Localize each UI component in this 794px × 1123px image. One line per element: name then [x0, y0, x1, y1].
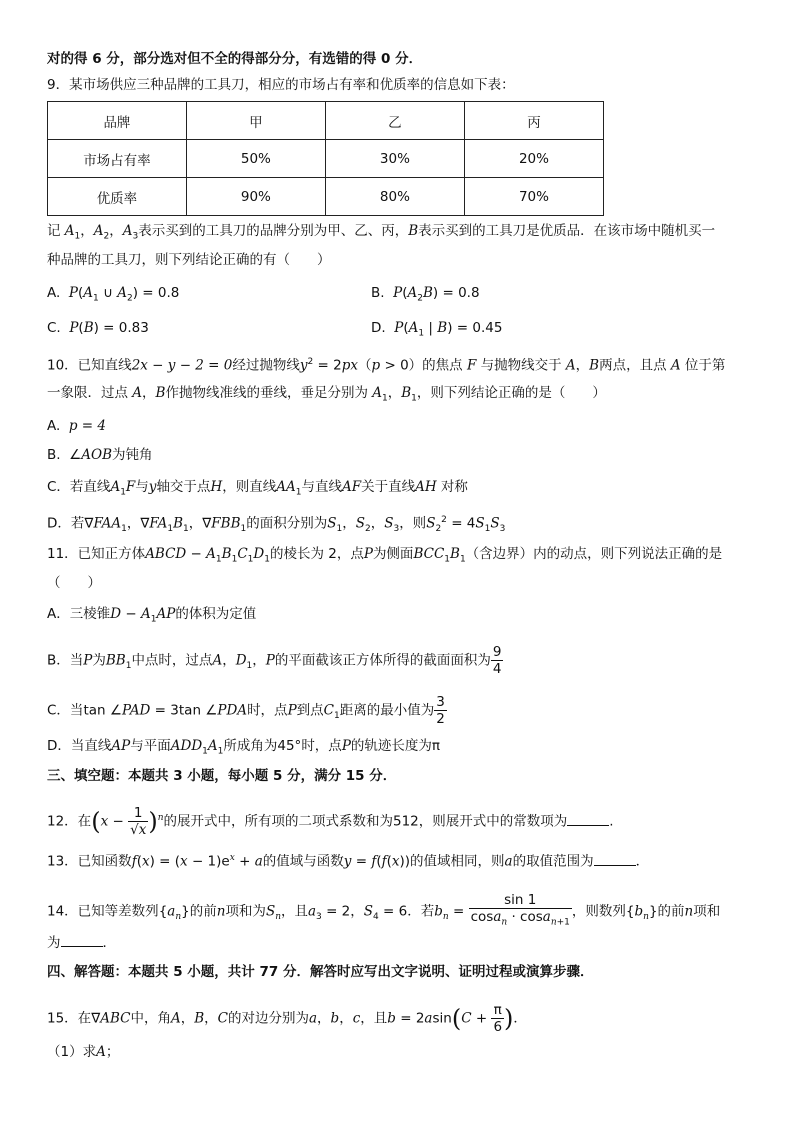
table-header-cell: 乙	[325, 102, 464, 140]
q15-text: （1）求	[47, 1044, 97, 1060]
q10-text: 一象限．过点	[47, 385, 128, 401]
q10-text: 的面积分别为	[246, 515, 328, 532]
q14-text: ，且	[280, 903, 308, 920]
q10-option-a: A. p = 4	[47, 418, 106, 434]
q9-line1: 记 $A_1$，$A_2$，$A_3$表示买到的工具刀的品牌分别为甲、乙、丙，B表示买到的工具刀是优质品．在该市场中随机买一	[47, 223, 716, 242]
q11-text: （含边界）内的动点，则下列说法正确的是	[465, 546, 723, 562]
q11-text: 为侧面	[372, 546, 414, 562]
q10-text: 对称	[440, 479, 468, 495]
q10-text: D．若	[47, 515, 85, 532]
q15-subquestion-1: （1）求A；	[47, 1044, 120, 1060]
table-cell: 90%	[186, 178, 325, 216]
q12-text: 12．在	[47, 813, 92, 830]
q11-option-c: C．当tan ∠PAD = 3tan ∠PDA时，点P到点$C_1$距离的最小值为 $\frac{3}{2}$	[47, 694, 445, 727]
q10-text: 关于直线	[361, 479, 416, 495]
q11-text: 11．已知正方体	[47, 546, 146, 562]
q10-text: C．若直线	[47, 479, 111, 495]
q9-stem: 9．某市场供应三种品牌的工具刀，相应的市场占有率和优质率的信息如下表：	[47, 77, 515, 93]
q11-option-d: D．当直线AP与平面$ADD_1A_1$所成角为45°时，点P的轨迹长度为π	[47, 738, 441, 757]
q13-line: 13．已知函数$f(x) = (x - 1)e^x + a$的值域与函数y = f(f(x))的值域相同，则a的取值范围为 ．	[47, 848, 649, 872]
q12-text: 的展开式中，所有项的二项式系数和为	[163, 813, 393, 830]
answer-blank[interactable]	[567, 811, 609, 826]
table-header-cell: 品牌	[48, 102, 187, 140]
q15-text: 15．在	[47, 1010, 92, 1027]
table-cell: 优质率	[48, 178, 187, 216]
q11-text: B．当	[47, 652, 84, 669]
scoring-note: 对的得 6 分，部分选对但不全的得部分分，有选错的得 0 分．	[47, 51, 423, 67]
q14-text: ，则数列	[571, 903, 626, 920]
q14-text: 项和为	[225, 903, 266, 920]
q9-option-a: A. $P(A_1$ ∪ $A_2) = 0.8$	[47, 285, 180, 304]
q11-text: 时，点	[247, 702, 288, 719]
q13-text: 13．已知函数	[47, 853, 132, 870]
q10-text: 作抛物线准线的垂线，垂足分别为	[165, 385, 368, 401]
fraction	[491, 644, 504, 677]
q14-text: 的前	[657, 903, 685, 920]
q11-text: 到点	[296, 702, 324, 719]
q10-option-c: C．若直线$A_1F$与y轴交于点H，则直线$AA_1$与直线AF关于直线AH 对称	[47, 479, 468, 498]
answer-blank[interactable]	[594, 851, 636, 866]
frac-denominator: 2	[436, 711, 445, 727]
q11-text: 距离的最小值为	[339, 702, 435, 719]
q12-text: ，则展开式中的常数项为	[418, 813, 568, 830]
q9-option-d: D. $P(A_1$ | B) = 0.45	[371, 320, 503, 339]
fraction	[434, 694, 447, 727]
q10-text: 位于第	[684, 357, 726, 374]
q12-line: 12．在(x − $\frac{1}{√x}$ )$^n$的展开式中，所有项的二项式系数和为512，则展开式中的常数项为 .	[47, 805, 614, 838]
table-header-row	[48, 102, 604, 140]
q11-text: D．当直线	[47, 738, 112, 754]
q10-text: 与直线	[301, 479, 342, 495]
q9-option-c: C. P(B) = 0.83	[47, 320, 149, 336]
q10-text: 的焦点	[422, 357, 463, 374]
q9-line2: 种品牌的工具刀，则下列结论正确的有（ ）	[47, 252, 331, 268]
q14-text: 14．已知等差数列	[47, 903, 159, 920]
section-3-heading: 三、填空题：本题共 3 小题，每小题 5 分，满分 15 分．	[47, 768, 397, 784]
table-row	[48, 140, 604, 178]
q10-line-equation: 2x − y − 2 = 0	[131, 357, 233, 374]
q10-text: 轴交于点	[156, 479, 211, 495]
q15-text: ，且	[360, 1010, 388, 1027]
table-header-cell: 甲	[186, 102, 325, 140]
frac-numerator: 3	[436, 694, 445, 710]
q11-option-b: B．当P为$BB_1$中点时，过点A，$D_1$，P的平面截该正方体所得的截面面积为 $\frac{9}{4}$	[47, 644, 502, 677]
q11-text: 所成角为	[223, 738, 278, 754]
q14-text: 为	[47, 935, 61, 951]
q12-number: 512	[393, 813, 419, 830]
q14-text: ．若	[407, 903, 435, 920]
q9-option-b: B. $P(A_2B) = 0.8$	[371, 285, 480, 304]
frac-numerator: sin 1	[469, 892, 572, 909]
q11-option-a: A．三棱锥$D - A_1AP$的体积为定值	[47, 606, 257, 625]
q10-option-b: B. ∠AOB为钝角	[47, 447, 153, 463]
q10-text: 经过抛物线	[232, 357, 300, 374]
q10-text: ，则	[399, 515, 427, 532]
q15-text: 的对边分别为	[227, 1010, 309, 1027]
q11-text: 的平面截该正方体所得的截面面积为	[274, 652, 491, 669]
q11-paren: （ ）	[47, 575, 101, 591]
frac-denominator: 4	[492, 661, 502, 677]
q10-optA-eq: p = 4	[68, 418, 106, 434]
table-cell: 80%	[325, 178, 464, 216]
frac-numerator: 9	[492, 644, 502, 660]
q10-text: ，则下列结论正确的是（ ）	[416, 385, 606, 401]
q10-text: ，则直线	[222, 479, 277, 495]
table-cell: 市场占有率	[48, 140, 187, 178]
section-4-heading: 四、解答题：本题共 5 小题，共计 77 分．解答时应写出文字说明、证明过程或演算步骤．	[47, 964, 594, 980]
q10-text: 两点，且点	[599, 357, 667, 374]
q15-text: 中，角	[130, 1010, 171, 1027]
q11-text: C．当	[47, 702, 84, 719]
q11-text: 的棱长为 2，点	[269, 546, 364, 562]
q11-line1: 11．已知正方体ABCD − $A_1B_1C_1D_1$的棱长为 2，点P为侧面$BCC_1B_1$（含边界）内的动点，则下列说法正确的是	[47, 546, 723, 565]
q11-text: 的轨迹长度为	[350, 738, 432, 754]
table-cell: 20%	[464, 140, 603, 178]
table-cell: 70%	[464, 178, 603, 216]
q10-option-d: D．若$\nabla FAA_1$，$\nabla FA_1B_1$，$\nabla FBB_1$的面积分别为$S_1$，$S_2$，$S_3$，则$S_2^2 = 4S_1S_3$	[47, 515, 506, 535]
fraction: $\frac{\sin 1}{\cos a_n \cdot \cos a_{n+1}}$	[470, 892, 570, 928]
q11-text: 为	[92, 652, 106, 669]
table-row	[48, 178, 604, 216]
q9-optD-value: 0.45	[472, 320, 503, 336]
q10-prefix: 10．已知直线	[47, 357, 132, 374]
q9-line1-mid: 表示买到的工具刀的品牌分别为甲、乙、丙，	[138, 223, 409, 239]
q11-text: 的体积为定值	[175, 606, 257, 622]
fraction: $\frac{1}{√x}$	[130, 805, 147, 838]
q9-line1-end: 表示买到的工具刀是优质品．在该市场中随机买一	[418, 223, 716, 239]
q11-text: A．三棱锥	[47, 606, 111, 622]
q10-line2: 一象限．过点 A，B作抛物线准线的垂线，垂足分别为 $A_1$，$B_1$，则下列结论正确的是（ ）	[47, 385, 606, 404]
q9-optC-value: 0.83	[118, 320, 149, 336]
q13-text: 的值域与函数	[262, 853, 344, 870]
table-cell: 50%	[186, 140, 325, 178]
q15-line: 15．在∇ABC中，角A，B，C的对边分别为a，b，c，且b = 2asin(C + $\frac{\pi}{6}$ )．	[47, 1002, 527, 1035]
q14-text: 项和	[693, 903, 721, 920]
q11-text: 中点时，过点	[131, 652, 213, 669]
q9-optB-value: 0.8	[458, 285, 480, 301]
q10-text: 与抛物线交于	[480, 357, 562, 374]
q10-line1: 10．已知直线2x − y − 2 = 0经过抛物线$y^2 = 2px(p > 0)$的焦点 F 与抛物线交于 A，B两点，且点 A 位于第	[47, 357, 726, 374]
answer-blank[interactable]	[61, 932, 103, 947]
q11-text: 时，点	[301, 738, 342, 754]
q10-text: 与	[135, 479, 149, 495]
table-header-cell: 丙	[464, 102, 603, 140]
q14-line1: 14．已知等差数列$\{a_n\}$的前n项和为$S_n$，且$a_3 = 2$，$S_4 = 6$．若$b_n$ = $\frac{\sin 1}{\cos a_n \cdot \cos a_{n+1}}$ ，则数列$\{b_n\}$的前n项和	[47, 892, 720, 931]
q13-text: 的取值范围为	[512, 853, 594, 870]
q9-optA-value: 0.8	[157, 285, 180, 301]
q11-text: 与平面	[130, 738, 171, 754]
fraction: $\frac{\pi}{6}$	[493, 1002, 503, 1035]
table-cell: 30%	[325, 140, 464, 178]
q13-text: 的值域相同，则	[410, 853, 505, 870]
q14-text: 的前	[189, 903, 217, 920]
q14-line2: 为 ．	[47, 932, 116, 953]
q10-text: 为钝角	[112, 447, 153, 463]
q9-info-table	[47, 101, 604, 216]
